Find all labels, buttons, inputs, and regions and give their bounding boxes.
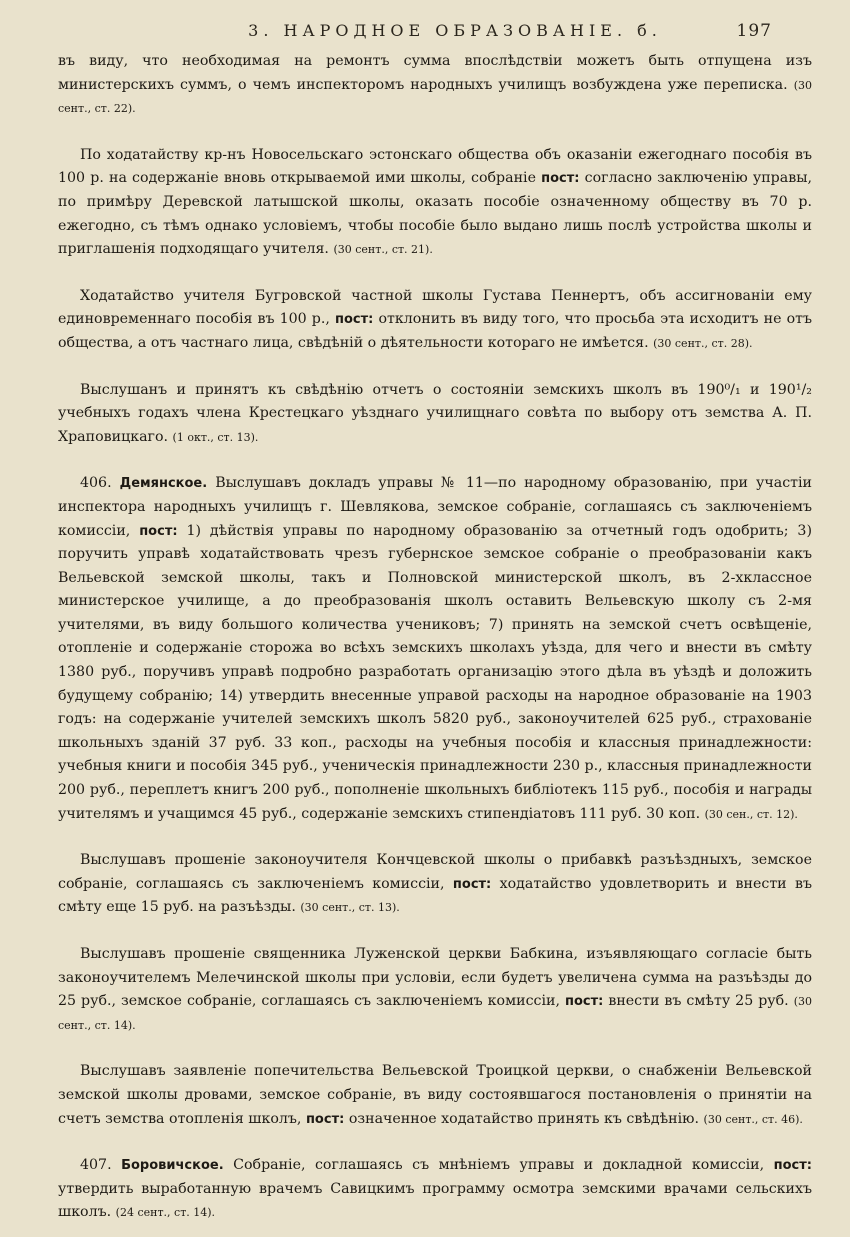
resolution-label: пост: — [139, 523, 178, 539]
district-name: Боровичское. — [121, 1158, 224, 1174]
resolution-label: пост: — [305, 1111, 345, 1127]
page-header — [58, 14, 812, 48]
paragraph-text: ходатайство удовлетворить и внести въ смѣту еще 15 руб. на разъѣзды. — [58, 875, 813, 916]
running-title: 3. НАРОДНОЕ ОБРАЗОВАНІЕ. б. — [248, 21, 662, 40]
reference: (30 сент., ст. 14). — [58, 995, 812, 1032]
paragraph-text: Ходатайство учителя Бугровской частной школы Густава Пеннертъ, объ ассигнованіи ему единовременнаго пособія въ 100 р., — [58, 287, 812, 328]
paragraph-text: въ виду, что необходимая на ремонтъ сумма впослѣдствіи можетъ быть отпущена изъ министерскихъ суммъ, о чемъ инспекторомъ народныхъ училищъ возбуждена уже переписка. — [58, 53, 812, 93]
reference: (24 сент., ст. 14). — [115, 1206, 216, 1220]
reference: (1 окт., ст. 13). — [172, 430, 259, 444]
paragraph-text: Выслушанъ и принятъ къ свѣдѣнію отчетъ о состояніи земскихъ школъ въ 190⁰/₁ и 190¹/₂ учебныхъ годахъ члена Крестецкаго уѣзднаго училищнаго совѣта по выбору отъ земства А. П. Храповицкаго. — [58, 381, 812, 445]
resolution-label: пост: — [452, 876, 492, 892]
resolution-label: пост: — [541, 171, 580, 187]
resolution-label: пост: — [564, 994, 604, 1010]
paragraph-3 — [58, 285, 812, 356]
paragraph-text: Выслушавъ докладъ управы № 11—по народному образованію, при участіи инспектора народныхъ училищъ г. Шевлякова, земское собраніе, соглашаясь съ заключеніемъ комиссіи, — [58, 475, 812, 539]
reference: (30 сент., ст. 22). — [58, 78, 812, 116]
reference: (30 сент., ст. 28). — [653, 336, 753, 350]
paragraph-text: утвердить выработанную врачемъ Савицкимъ программу осмотра земскими врачами сельскихъ школъ. — [58, 1180, 812, 1221]
reference: (30 сент., ст. 13). — [300, 901, 400, 915]
page-number: 197 — [736, 21, 772, 41]
paragraph-5 — [58, 472, 812, 826]
paragraph-text: 1) дѣйствія управы по народному образованію за отчетный годъ одобрить; 3) поручить управѣ ходатайствовать чрезъ губернское земское собраніе о преобразованіи какъ Вельевской земской школы, такъ и Полновской министерской школъ, въ 2-хклассное министерское училище, а до преобразованія школъ оставить Вельевскую школу съ 2-мя учителями, въ виду большого количества учениковъ; 7) принять на земской счетъ освѣщеніе, отопленіе и содержаніе сторожа во всѣхъ земскихъ школахъ уѣзда, для чего и внести въ смѣту 1380 руб., поручивъ управѣ подробно разработать организацію этого дѣла въ уѣздѣ и доложить будущему собранію; 14) утвердить внесенные управой расходы на народное образованіе на 1903 годъ: на содержаніе учителей земскихъ школъ 5820 руб., законоучителей 625 руб., страхованіе школьныхъ зданій 37 руб. 33 коп., расходы на учебныя пособія и классныя принадлежности: учебныя книги и пособія 345 руб., ученическія принадлежности 230 р., классныя принадлежности 200 руб., переплетъ книгъ 200 руб., пополненіе школьныхъ библіотекъ 115 руб., пособія и награды учителямъ и учащимся 45 руб., содержаніе земскихъ стипендіатовъ 111 руб. 30 коп. — [58, 522, 812, 822]
paragraph-6 — [58, 849, 812, 920]
reference: (30 сен., ст. 12). — [704, 807, 798, 821]
section-number: 407. — [80, 1157, 112, 1174]
paragraph-8 — [58, 1060, 812, 1131]
reference: (30 сент., ст. 46). — [703, 1112, 803, 1126]
resolution-label: пост: — [334, 312, 374, 328]
paragraph-text: Собраніе, соглашаясь съ мнѣніемъ управы и докладной комиссіи, — [233, 1157, 765, 1174]
paragraph-text: согласно заключенію управы, по примѣру Деревской латышской школы, оказать пособіе означенному обществу въ 70 р. ежегодно, съ тѣмъ однако условіемъ, чтобы пособіе было выдано лишь послѣ устройства школы и приглашенія подходящаго учителя. — [58, 170, 813, 258]
resolution-label: пост: — [773, 1158, 812, 1174]
paragraph-1 — [58, 50, 812, 121]
paragraph-9 — [58, 1154, 812, 1225]
paragraph-text: Выслушавъ прошеніе священника Луженской церкви Бабкина, изъявляющаго согласіе быть законоучителемъ Мелечинской школы при условіи, если будетъ увеличена сумма на разъѣзды до 25 руб., земское собраніе, соглашаясь съ заключеніемъ комиссіи, — [58, 946, 812, 1010]
paragraph-4 — [58, 379, 812, 450]
paragraph-text: Выслушавъ заявленіе попечительства Вельевской Троицкой церкви, о снабженіи Вельевской земской школы дровами, земское собраніе, въ виду состоявшагося постановленія о принятіи на счетъ земства отопленія школъ, — [58, 1063, 812, 1127]
paragraph-2 — [58, 144, 812, 262]
section-number: 406. — [80, 475, 112, 492]
paragraph-7 — [58, 943, 812, 1037]
paragraph-text: По ходатайству кр-нъ Новосельскаго эстонскаго общества объ оказаніи ежегоднаго пособія въ 100 р. на содержаніе вновь открываемой ими школы, собраніе — [58, 146, 812, 187]
paragraph-text: означенное ходатайство принять къ свѣдѣнію. — [348, 1110, 700, 1127]
paragraph-text: отклонить въ виду того, что просьба эта исходитъ не отъ общества, а отъ частнаго лица, свѣдѣній о дѣятельности котораго не имѣется. — [58, 311, 812, 351]
district-name: Демянское. — [119, 476, 208, 492]
paragraph-text: внести въ смѣту 25 руб. — [608, 993, 789, 1010]
reference: (30 сент., ст. 21). — [333, 243, 433, 257]
paragraph-text: Выслушавъ прошеніе законоучителя Кончцевской школы о прибавкѣ разъѣздныхъ, земское собраніе, соглашаясь съ заключеніемъ комиссіи, — [58, 852, 812, 892]
